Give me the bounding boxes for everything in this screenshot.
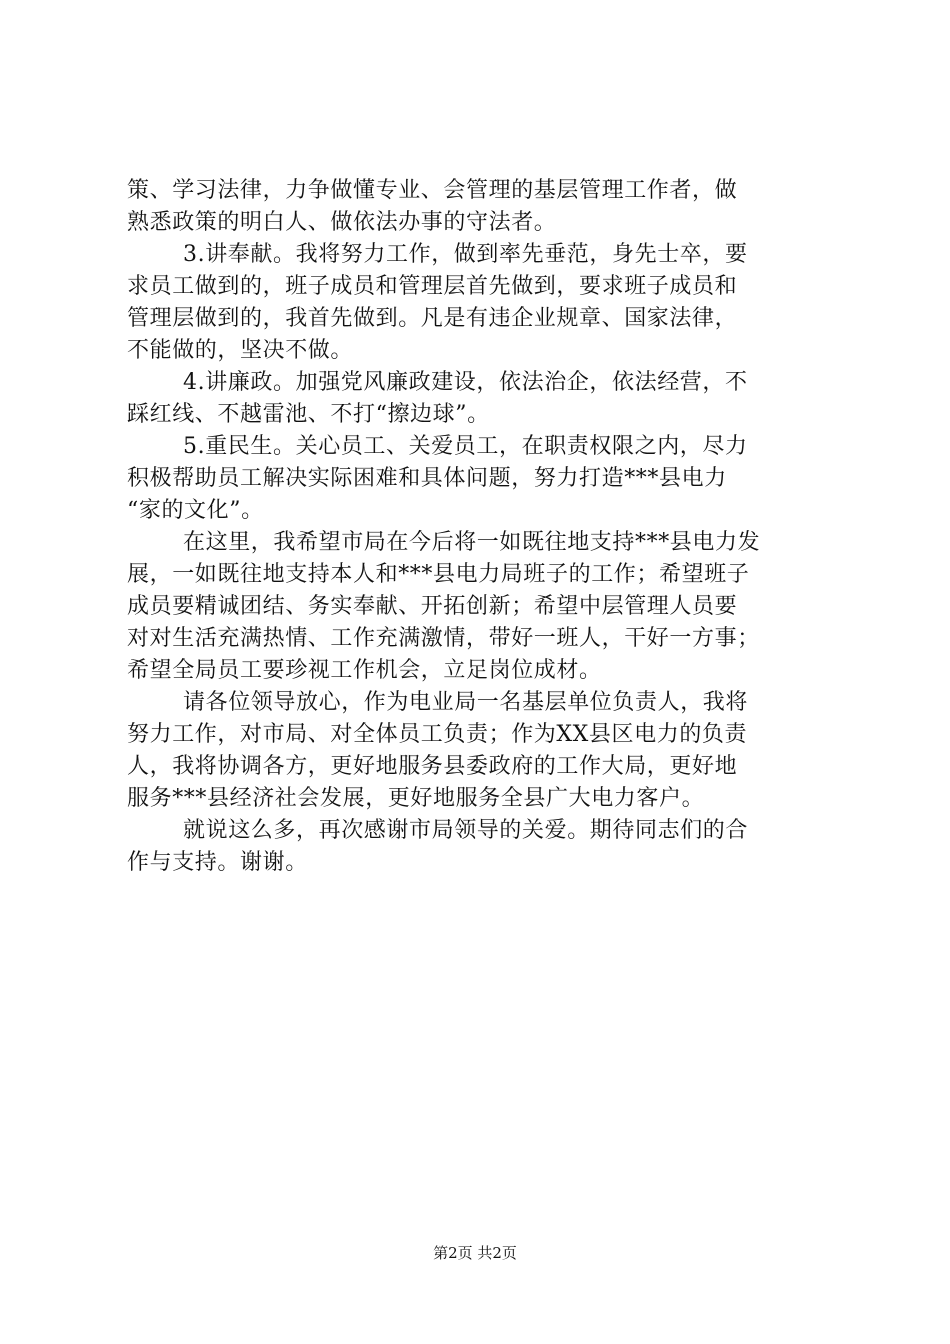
paragraph-start-line: 在这里，我希望市局在今后将一如既往地支持***县电力发: [183, 530, 761, 555]
page-number-footer: 第2页 共2页: [433, 1244, 517, 1262]
text-line: 希望全局员工要珍视工作机会，立足岗位成材。: [127, 658, 602, 683]
text-line: 熟悉政策的明白人、做依法办事的守法者。: [127, 210, 557, 235]
text-line: 求员工做到的，班子成员和管理层首先做到，要求班子成员和: [127, 274, 738, 299]
text-line: 人，我将协调各方，更好地服务县委政府的工作大局，更好地: [127, 754, 738, 779]
text-line: 管理层做到的，我首先做到。凡是有违企业规章、国家法律，: [127, 306, 738, 331]
text-line: 作与支持。谢谢。: [127, 850, 308, 875]
text-line: 对对生活充满热情、工作充满激情，带好一班人，干好一方事；: [127, 626, 760, 651]
paragraph-start-line: 4.讲廉政。加强党风廉政建设，依法治企，依法经营，不: [183, 370, 748, 395]
text-line: 积极帮助员工解决实际困难和具体问题，努力打造***县电力: [127, 466, 727, 491]
paragraph-start-line: 请各位领导放心，作为电业局一名基层单位负责人，我将: [183, 690, 749, 715]
text-line: “家的文化”。: [127, 498, 264, 523]
paragraph-start-line: 3.讲奉献。我将努力工作，做到率先垂范，身先士卒，要: [183, 242, 748, 267]
text-line: 不能做的，坚决不做。: [127, 338, 354, 363]
document-body: [127, 175, 831, 879]
paragraph-start-line: 5.重民生。关心员工、关爱员工，在职责权限之内，尽力: [183, 434, 748, 459]
text-line: 展，一如既往地支持本人和***县电力局班子的工作；希望班子: [127, 562, 750, 587]
paragraph-start-line: 就说这么多，再次感谢市局领导的关爱。期待同志们的合: [183, 818, 749, 843]
text-line: 服务***县经济社会发展，更好地服务全县广大电力客户。: [127, 786, 705, 811]
text-line: 踩红线、不越雷池、不打“擦边球”。: [127, 402, 490, 427]
text-line: 努力工作，对市局、对全体员工负责；作为XX县区电力的负责: [127, 722, 748, 747]
text-line: 成员要精诚团结、务实奉献、开拓创新；希望中层管理人员要: [127, 594, 738, 619]
text-line: 策、学习法律，力争做懂专业、会管理的基层管理工作者，做: [127, 178, 738, 203]
